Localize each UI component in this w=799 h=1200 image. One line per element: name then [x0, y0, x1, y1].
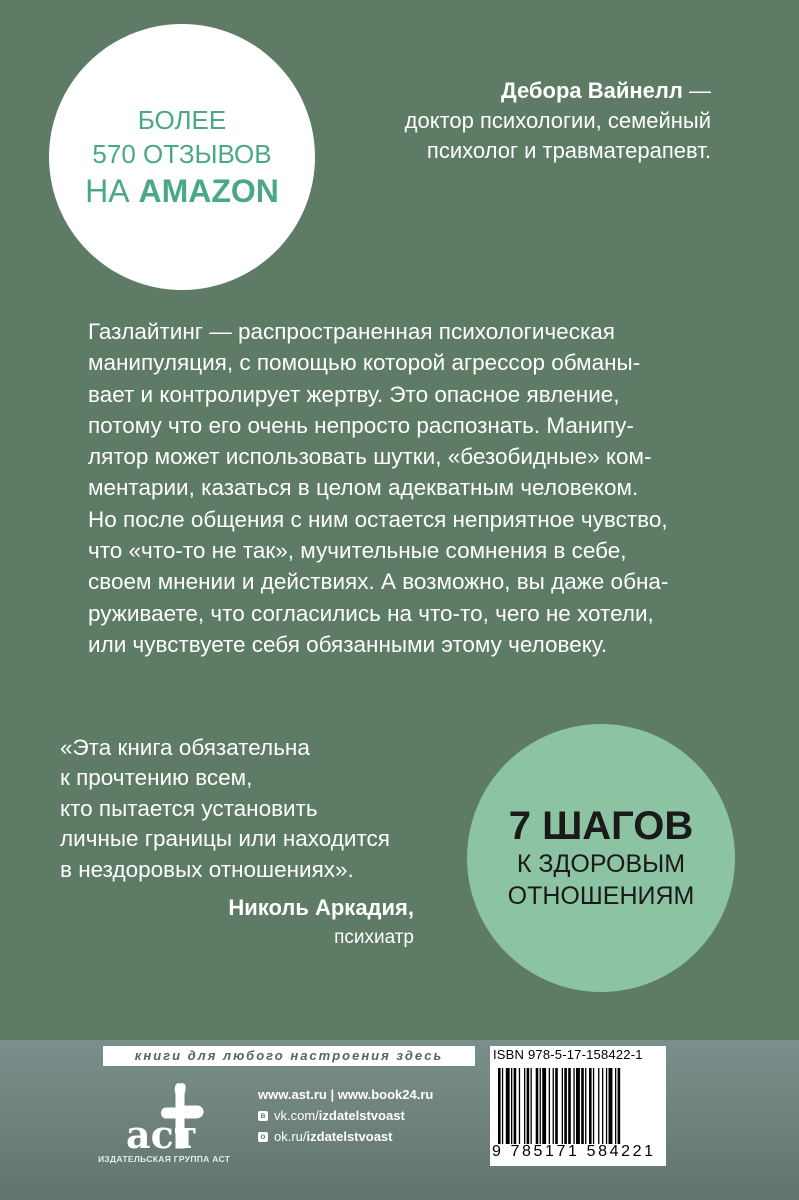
barcode-bar [519, 1068, 520, 1144]
barcode-bar [527, 1068, 530, 1144]
blurb-line: своем мнении и действиях. А возможно, вы даже обна- [88, 569, 669, 595]
barcode-bar [585, 1068, 586, 1144]
quote-author-role: психиатр [334, 927, 414, 948]
barcode-bar [568, 1068, 571, 1144]
ok-prefix: ok.ru/ [274, 1129, 307, 1144]
barcode-bar [549, 1068, 550, 1144]
blurb-line: ментарии, казаться в целом адекватным человеком. [88, 475, 639, 501]
barcode-bar [498, 1068, 501, 1144]
vk-row[interactable] [258, 1105, 433, 1126]
barcode-bar [581, 1068, 584, 1144]
blurb-line: что «что-то не так», мучительные сомнения в себе, [88, 538, 627, 564]
quote-line: кто пытается установить [60, 795, 318, 821]
website-links[interactable]: www.ast.ru | www.book24.ru [258, 1087, 434, 1102]
barcode-bar [502, 1068, 503, 1144]
seven-steps-badge [467, 724, 735, 992]
barcode-bar [524, 1068, 525, 1144]
barcode-bar [573, 1068, 574, 1144]
barcode-bar [576, 1068, 580, 1144]
badge-line-1: БОЛЕЕ [137, 105, 227, 135]
badge-amazon-word: AMAZON [138, 173, 279, 209]
barcode-bar [555, 1068, 558, 1144]
badge-line-3-prefix: НА [85, 173, 139, 209]
isbn-barcode [490, 1046, 666, 1166]
badge-line-2: 570 ОТЗЫВОВ [92, 139, 272, 169]
blurb-line: потому что его очень непросто распознать. Манипу- [88, 412, 634, 438]
barcode-bar [531, 1068, 532, 1144]
barcode-bar [606, 1068, 607, 1144]
steps-line-3: ОТНОШЕНИЯМ [507, 882, 695, 910]
barcode-bar [536, 1068, 539, 1144]
barcode-bar [564, 1068, 567, 1144]
vk-handle: izdatelstvoast [318, 1108, 405, 1123]
barcode-bars [498, 1068, 658, 1144]
barcode-bar [542, 1068, 546, 1144]
quote-author-name: Николь Аркадия, [228, 895, 414, 920]
barcode-digits: 9 785171 584221 [492, 1143, 656, 1160]
review-quote [60, 733, 460, 885]
badge-line-3 [85, 171, 279, 211]
barcode-bar [609, 1068, 613, 1144]
barcode-bar [615, 1068, 616, 1144]
barcode-bar [506, 1068, 510, 1144]
barcode-bar [589, 1068, 592, 1144]
ok-icon: о [258, 1132, 268, 1142]
blurb-line: руживаете, что согласились на что-то, чего не хотели, [88, 600, 654, 626]
steps-title: 7 ШАГОВ [508, 804, 694, 848]
barcode-bar [553, 1068, 554, 1144]
amazon-reviews-badge [49, 24, 315, 290]
barcode-bar [593, 1068, 594, 1144]
publisher-slogan: книги для любого настроения здесь [103, 1046, 475, 1066]
quote-attribution [228, 893, 414, 953]
blurb-line: вает и контролирует жертву. Это опасное явление, [88, 381, 620, 407]
blurb-line: Газлайтинг — распространенная психологическая [88, 319, 615, 344]
ok-row[interactable] [258, 1126, 433, 1147]
blurb-line: лятор может использовать шутки, «безобидные» ком- [88, 444, 652, 470]
ok-handle: izdatelstvoast [306, 1129, 393, 1144]
quote-line: к прочтению всем, [60, 765, 253, 791]
barcode-bar [598, 1068, 599, 1144]
quote-line: в нездоровых отношениях». [60, 856, 354, 882]
ast-logo-text: аст [126, 1112, 198, 1154]
barcode-bar [514, 1068, 517, 1144]
blurb-line: манипуляция, с помощью которой агрессор обманы- [88, 350, 641, 376]
isbn-text: ISBN 978-5-17-158422-1 [493, 1047, 643, 1062]
author-dash: — [682, 78, 711, 103]
blurb-line: или чувствуете себя обязанными этому человеку. [88, 631, 608, 657]
author-description-1: доктор психологии, семейный [404, 108, 711, 133]
quote-line: личные границы или находится [60, 826, 390, 852]
steps-line-2: К ЗДОРОВЫМ [516, 850, 686, 878]
ast-logo [118, 1078, 228, 1159]
ast-logo-mark [118, 1078, 228, 1154]
author-heading [405, 76, 711, 106]
vk-icon: в [258, 1111, 268, 1121]
barcode-bar [618, 1068, 621, 1144]
barcode-bar [511, 1068, 512, 1144]
vk-prefix: vk.com/ [274, 1108, 319, 1123]
publisher-links [258, 1084, 433, 1147]
sites-row [258, 1084, 433, 1105]
book-description [88, 316, 728, 660]
author-info [405, 76, 711, 166]
barcode-bar [540, 1068, 541, 1144]
author-description-2: психолог и травматерапевт. [426, 138, 711, 163]
author-name: Дебора Вайнелл [501, 78, 683, 103]
quote-line: «Эта книга обязательна [60, 735, 310, 760]
barcode-bar [562, 1068, 563, 1144]
barcode-bar [602, 1068, 603, 1144]
blurb-line: Но после общения с ним остается неприятное чувство, [88, 506, 668, 532]
publisher-name: ИЗДАТЕЛЬСКАЯ ГРУППА АСТ [98, 1154, 231, 1164]
